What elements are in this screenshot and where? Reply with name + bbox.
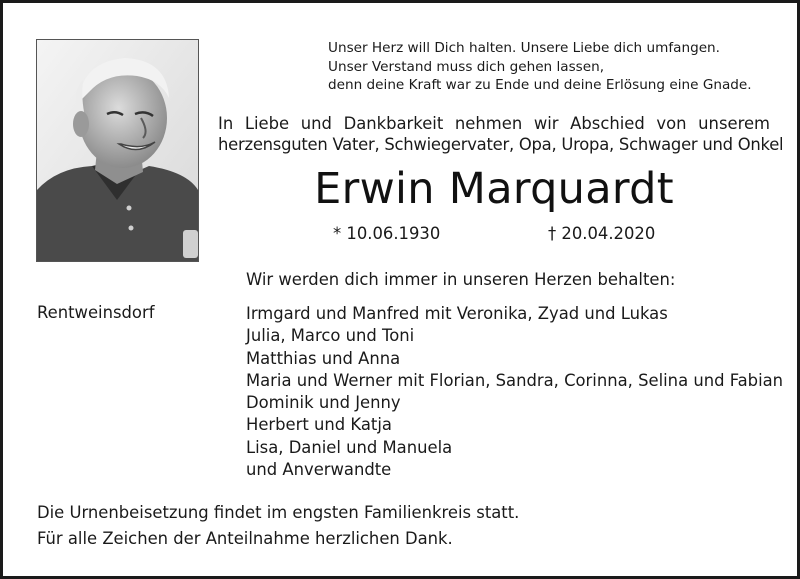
closing-line: Die Urnenbeisetzung findet im engsten Familienkreis statt. [37,503,520,522]
remembrance-line: Wir werden dich immer in unseren Herzen behalten: [246,270,676,289]
farewell-intro [218,114,784,155]
portrait-photo [36,39,199,262]
list-item: Dominik und Jenny [246,393,401,413]
list-item: und Anverwandte [246,460,392,480]
death-date: † 20.04.2020 [548,224,656,243]
memorial-quote [328,39,788,95]
list-item: Maria und Werner mit Florian, Sandra, Corinna, Selina und Fabian [246,370,784,390]
list-item: Julia, Marco und Toni [246,326,415,346]
deceased-name: Erwin Marquardt [314,164,674,214]
quote-line: Unser Herz will Dich halten. Unsere Liebe dich umfangen. [328,40,720,56]
birth-date: * 10.06.1930 [333,224,441,243]
intro-line: In Liebe und Dankbarkeit nehmen wir Abschied von unserem [218,114,770,133]
closing-notes [37,500,519,552]
list-item: Matthias und Anna [246,348,401,368]
list-item: Herbert und Katja [246,415,392,435]
closing-line: Für alle Zeichen der Anteilnahme herzlichen Dank. [37,529,453,548]
place-name: Rentweinsdorf [37,303,155,322]
quote-line: Unser Verstand muss dich gehen lassen, [328,58,605,75]
mourners-list [246,303,783,481]
quote-line: denn deine Kraft war zu Ende und deine Erlösung eine Gnade. [328,77,752,93]
intro-line: herzensguten Vater, Schwiegervater, Opa, Uropa, Schwager und Onkel [218,134,784,154]
list-item: Lisa, Daniel und Manuela [246,437,453,457]
list-item: Irmgard und Manfred mit Veronika, Zyad und Lukas [246,304,668,323]
